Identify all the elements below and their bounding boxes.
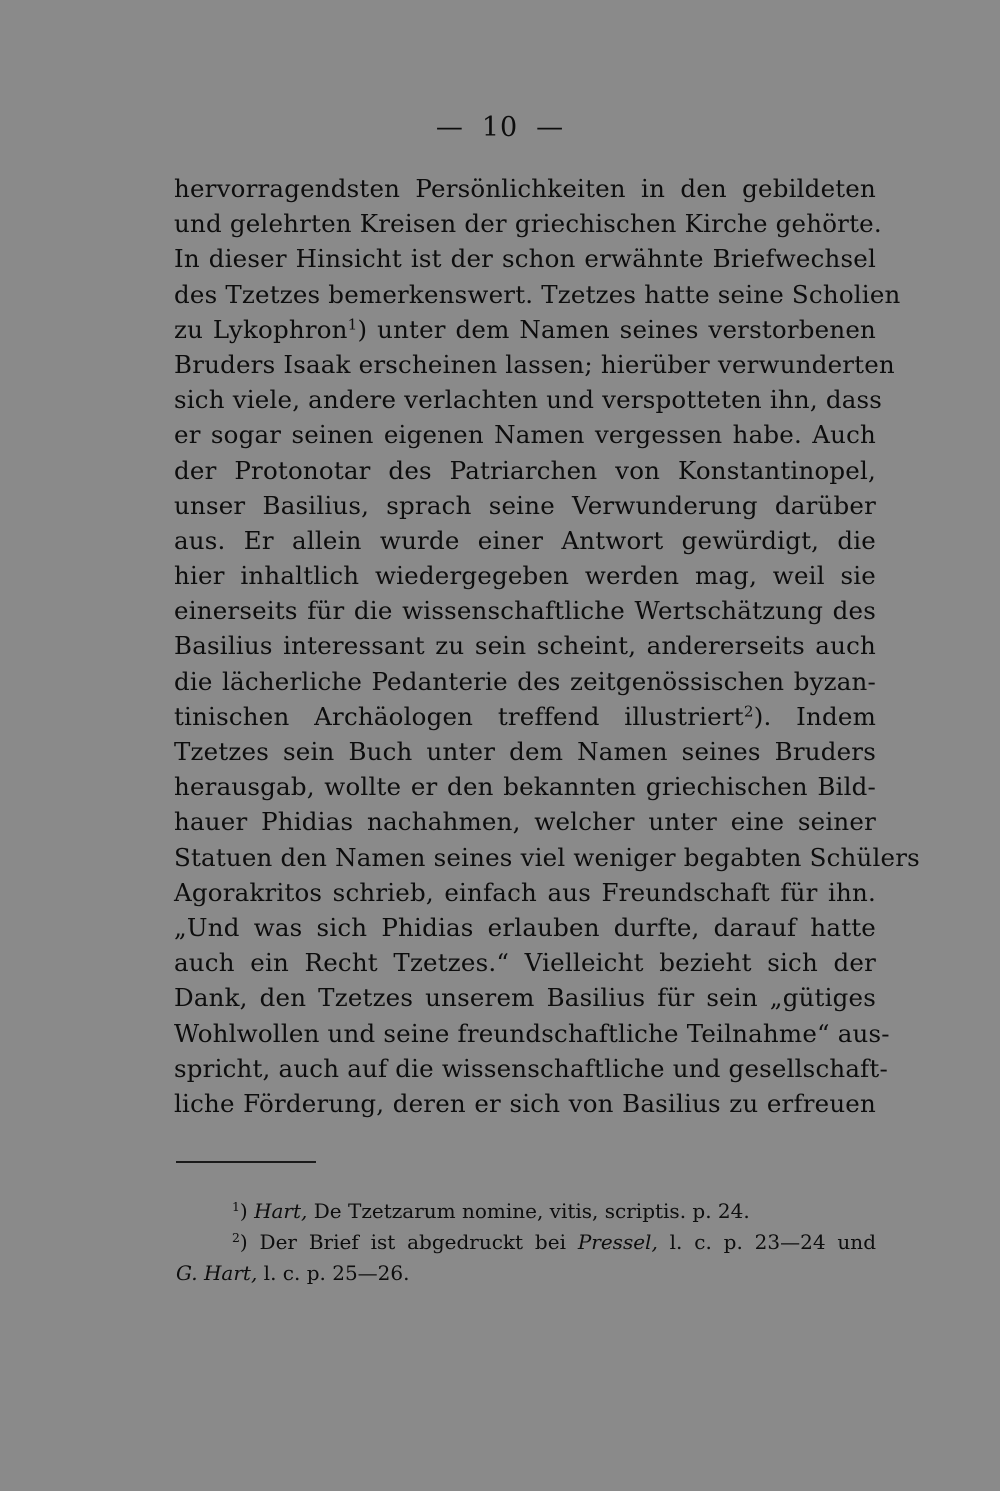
- text-line: Dank, den Tzetzes unserem Basilius für sein „gütiges: [174, 983, 876, 1013]
- text-line: er sogar seinen eigenen Namen vergessen habe. Auch: [174, 420, 876, 450]
- text-line-segment: ). Indem: [753, 701, 876, 731]
- text-line: Tzetzes sein Buch unter dem Namen seines Bruders: [174, 737, 876, 766]
- page-number: 10: [481, 112, 519, 143]
- footnote-paren: ): [239, 1230, 248, 1254]
- text-line: Basilius interessant zu sein scheint, andererseits auch: [174, 631, 876, 661]
- text-line: die lächerliche Pedanterie des zeitgenössischen byzan-: [174, 666, 876, 696]
- text-line: auch ein Recht Tzetzes.“ Vielleicht bezieht sich der: [174, 948, 876, 978]
- text-line-segment: zu Lykophron: [174, 314, 348, 344]
- text-line: liche Förderung, deren er sich von Basilius zu erfreuen: [174, 1088, 876, 1118]
- text-line: hauer Phidias nachahmen, welcher unter eine seiner: [174, 807, 876, 837]
- text-line: hier inhaltlich wiedergegeben werden mag, weil sie: [174, 561, 876, 591]
- page-number-header: [0, 110, 1000, 146]
- text-line: einerseits für die wissenschaftliche Wertschätzung des: [174, 596, 876, 626]
- footnote-ref-2: 2: [743, 702, 754, 721]
- footnote-marker: 1: [232, 1199, 240, 1215]
- footnote-text: Der Brief ist abgedruckt bei: [247, 1230, 578, 1254]
- footnote-2-continued: [176, 1258, 876, 1289]
- footnote-author: Hart,: [254, 1199, 308, 1223]
- footnote-2: [176, 1227, 876, 1258]
- text-line: herausgab, wollte er den bekannten griechischen Bild-: [174, 772, 876, 802]
- footnote-divider: [176, 1161, 316, 1163]
- text-line: hervorragendsten Persönlichkeiten in den gebildeten: [174, 174, 876, 203]
- text-line-segment: tinischen Archäologen treffend illustriert: [174, 701, 744, 731]
- page-number-dash-left: —: [435, 112, 464, 143]
- text-line: Agorakritos schrieb, einfach aus Freundschaft für ihn.: [174, 877, 876, 907]
- text-line: Bruders Isaak erscheinen lassen; hierüber verwunderten: [174, 349, 895, 379]
- footnote-text: De Tzetzarum nomine, vitis, scriptis. p. 24.: [307, 1199, 750, 1223]
- text-line-segment: ) unter dem Namen seines verstorbenen: [357, 314, 876, 344]
- footnote-author: G. Hart,: [176, 1261, 258, 1285]
- text-line: Statuen den Namen seines viel weniger begabten Schülers: [174, 842, 920, 872]
- text-line: aus. Er allein wurde einer Antwort gewürdigt, die: [174, 525, 876, 555]
- text-line: unser Basilius, sprach seine Verwunderung darüber: [174, 490, 876, 520]
- text-line: [174, 312, 876, 347]
- text-line: sich viele, andere verlachten und verspotteten ihn, dass: [174, 385, 883, 415]
- text-line: der Protonotar des Patriarchen von Konstantinopel,: [174, 455, 876, 485]
- footnote-paren: ): [239, 1199, 255, 1223]
- footnote-text: l. c. p. 25—26.: [257, 1261, 410, 1285]
- footnote-text: l. c. p. 23—24 und: [657, 1230, 876, 1254]
- footnote-marker: 2: [232, 1230, 240, 1246]
- footnote-ref-1: 1: [347, 315, 358, 334]
- footnote-1: [176, 1196, 876, 1227]
- text-line: des Tzetzes bemerkenswert. Tzetzes hatte seine Scholien: [174, 279, 901, 309]
- main-text: [174, 171, 920, 1121]
- text-line: In dieser Hinsicht ist der schon erwähnte Briefwechsel: [174, 244, 876, 274]
- text-line: Wohlwollen und seine freundschaftliche Teilnahme“ aus-: [174, 1018, 890, 1048]
- page-number-dash-right: —: [536, 112, 565, 143]
- footnote-author: Pressel,: [577, 1230, 658, 1254]
- text-line: und gelehrten Kreisen der griechischen Kirche gehörte.: [174, 209, 882, 239]
- footnotes: [176, 1196, 876, 1289]
- text-line: spricht, auch auf die wissenschaftliche und gesellschaft-: [174, 1053, 888, 1083]
- text-line: [174, 699, 876, 734]
- text-line: „Und was sich Phidias erlauben durfte, darauf hatte: [174, 912, 876, 942]
